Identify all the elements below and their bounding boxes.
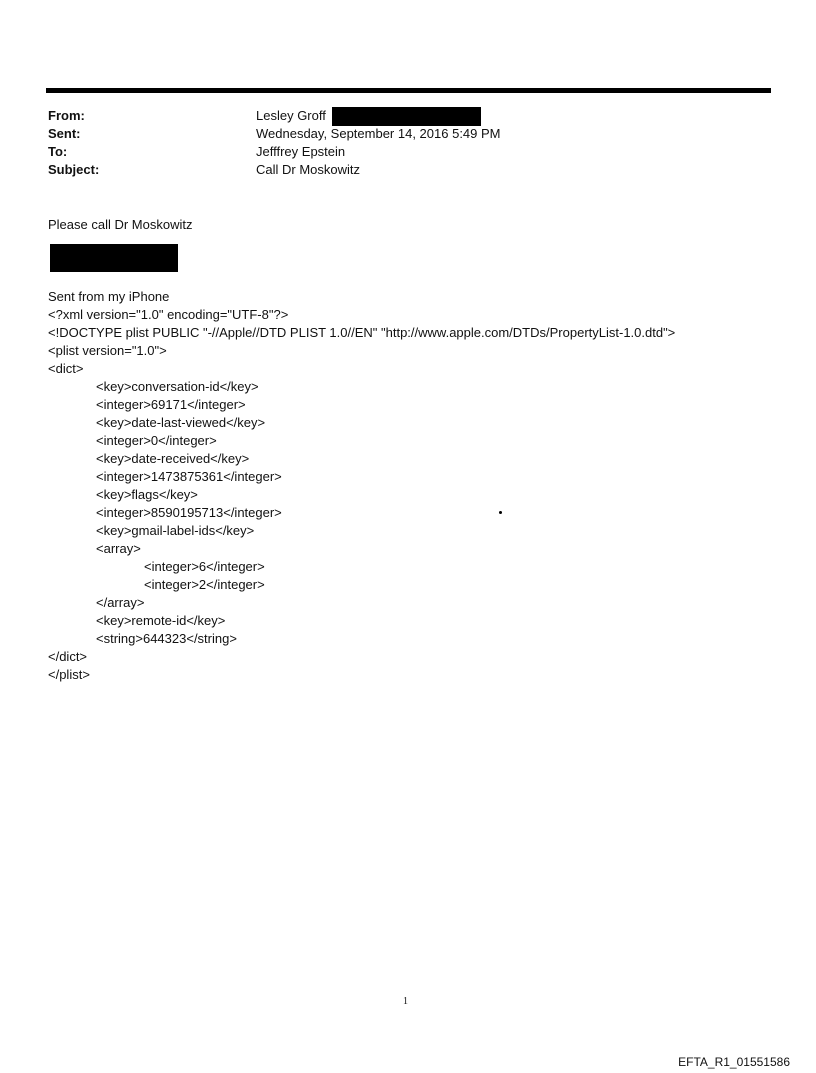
code-line: </dict> (48, 649, 88, 664)
subject-row (48, 161, 748, 179)
code-line: </plist> (48, 667, 90, 682)
from-value-wrap (256, 107, 481, 125)
code-line: <key>conversation-id</key> (96, 379, 259, 394)
code-line: <integer>69171</integer> (96, 397, 246, 412)
code-line: <!DOCTYPE plist PUBLIC "-//Apple//DTD PLIST 1.0//EN" "http://www.apple.com/DTDs/PropertyList-1.0.dtd"> (48, 325, 676, 340)
code-line: <integer>0</integer> (96, 433, 217, 448)
code-line: <integer>8590195713</integer> (96, 505, 282, 520)
from-label: From: (48, 108, 85, 123)
code-line: <key>date-received</key> (96, 451, 250, 466)
sent-value: Wednesday, September 14, 2016 5:49 PM (256, 126, 501, 141)
code-line: <dict> (48, 361, 84, 376)
code-line: <plist version="1.0"> (48, 343, 167, 358)
email-header (48, 107, 748, 179)
plist-code (48, 306, 788, 684)
email-content (48, 288, 788, 684)
to-label: To: (48, 144, 68, 159)
code-line: <integer>2</integer> (144, 577, 265, 592)
code-line: <integer>6</integer> (144, 559, 265, 574)
redaction-box (332, 107, 481, 126)
header-divider (46, 88, 771, 93)
sent-label: Sent: (48, 126, 81, 141)
page-number: 1 (403, 996, 408, 1007)
code-line: <integer>1473875361</integer> (96, 469, 282, 484)
to-row (48, 143, 748, 161)
code-line: <?xml version="1.0" encoding="UTF-8"?> (48, 307, 289, 322)
code-line: <key>flags</key> (96, 487, 198, 502)
code-line: <string>644323</string> (96, 631, 237, 646)
signature-line: Sent from my iPhone (48, 289, 170, 304)
sent-row (48, 125, 748, 143)
code-line: <array> (96, 541, 141, 556)
from-row (48, 107, 748, 125)
code-line: <key>remote-id</key> (96, 613, 226, 628)
from-value: Lesley Groff (256, 108, 326, 123)
subject-label: Subject: (48, 162, 100, 177)
to-value: Jefffrey Epstein (256, 144, 346, 159)
stray-mark (499, 511, 502, 514)
code-line: </array> (96, 595, 145, 610)
redaction-box (50, 244, 178, 272)
bates-number: EFTA_R1_01551586 (678, 1055, 790, 1069)
subject-value: Call Dr Moskowitz (256, 162, 361, 177)
code-line: <key>gmail-label-ids</key> (96, 523, 255, 538)
code-line: <key>date-last-viewed</key> (96, 415, 266, 430)
message-body: Please call Dr Moskowitz (48, 217, 193, 232)
